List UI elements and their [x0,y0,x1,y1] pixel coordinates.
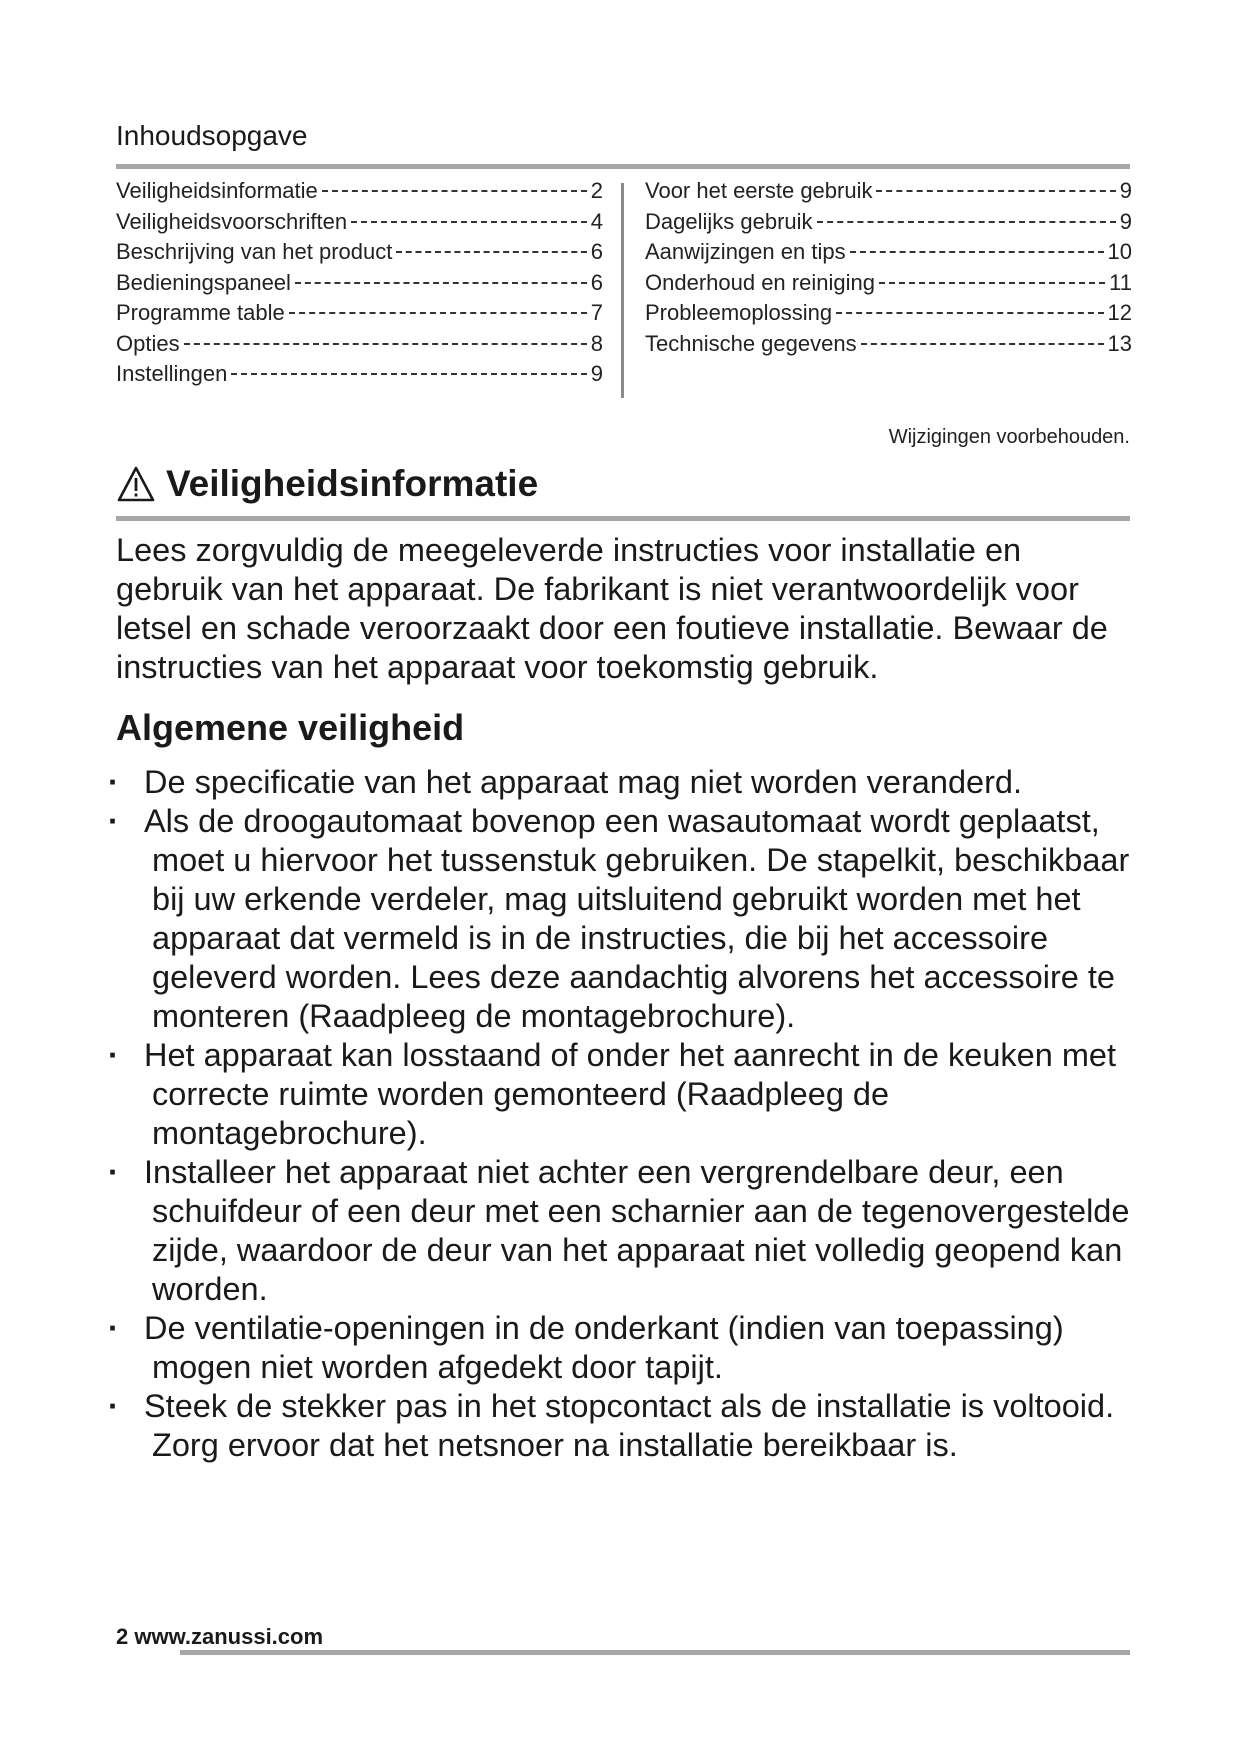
toc-leader [289,312,587,314]
toc-leader [351,221,587,223]
toc-item-page: 8 [590,330,603,356]
section-title: Veiligheidsinformatie [166,463,539,504]
toc-item[interactable] [645,178,1132,209]
toc-item-title: Programme table [116,300,285,325]
toc-item-page: 6 [590,239,603,264]
toc-leader [396,251,586,253]
intro-paragraph: Lees zorgvuldig de meegeleverde instructies voor installatie en gebruik van het apparaat. De fabrikant is niet verantwoordelijk voor letsel en schade veroorzaakt door een foutieve installatie. Bewaar de instructies van het apparaat voor toekomstig gebruik. [116,532,1108,685]
toc-item[interactable] [116,300,603,331]
toc-item-title: Veiligheidsvoorschriften [116,208,348,234]
list-item-text: Als de droogautomaat bovenop een wasautomaat wordt geplaatst, moet u hiervoor het tussenstuk gebruiken. De stapelkit, beschikbaar bij uw erkende verdeler, mag uitsluitend gebruikt worden met het apparaat dat vermeld is in de instructies, die bij het accessoire geleverd worden. Lees deze aandachtig alvorens het accessoire te monteren (Raadpleeg de montagebrochure). [144,803,1130,1034]
toc-item-title: Instellingen [116,361,228,386]
toc-leader [184,343,587,345]
toc-item-title: Voor het eerste gebruik [645,178,873,203]
list-item-text: De ventilatie-openingen in de onderkant (indien van toepassing) mogen niet worden afgedekt door tapijt. [144,1310,1064,1385]
toc-column-divider [621,183,624,398]
toc-item-page: 4 [590,208,603,234]
bullet-marker: · [108,1037,119,1073]
toc-item-title: Aanwijzingen en tips [645,239,846,264]
toc-leader [231,373,586,375]
toc-item[interactable] [116,178,603,209]
toc-item-title: Bedieningspaneel [116,269,291,295]
bullet-marker: · [108,1310,119,1346]
warning-triangle-icon [116,465,156,503]
bullet-marker: · [108,1154,119,1190]
toc-item[interactable] [116,209,603,240]
toc-item-page: 9 [1119,208,1132,234]
toc-right-column [645,178,1132,361]
toc-item[interactable] [645,209,1132,240]
list-item-text: De specificatie van het apparaat mag niet worden veranderd. [144,764,1023,800]
toc-leader [879,282,1105,284]
bullet-marker: · [108,1388,119,1424]
toc-item[interactable] [116,331,603,362]
toc-item-title: Probleemoplossing [645,300,833,325]
toc-leader [876,190,1115,192]
toc-item[interactable] [116,270,603,301]
general-safety-heading: Algemene veiligheid [116,707,465,748]
footer-rule [180,1650,1130,1655]
list-item [108,1387,1136,1465]
toc-divider-rule [116,164,1130,169]
footer-page-url: 2 www.zanussi.com [116,1624,324,1649]
toc-leader [836,312,1103,314]
toc-leader [850,251,1104,253]
toc-leader [322,190,587,192]
toc-leader [861,343,1104,345]
toc-item-page: 7 [590,300,603,325]
toc-item-page: 9 [590,361,603,386]
toc-item[interactable] [645,239,1132,270]
toc-item-title: Veiligheidsinformatie [116,178,318,203]
list-item-text: Installeer het apparaat niet achter een vergrendelbare deur, een schuifdeur of een deur met een scharnier aan de tegenovergestelde zijde, waardoor de deur van het apparaat niet volledig geopend kan worden. [144,1154,1130,1307]
toc-item[interactable] [116,361,603,392]
safety-bullet-list [108,763,1136,1465]
toc-item-page: 13 [1107,330,1132,356]
toc-item[interactable] [645,331,1132,362]
toc-item[interactable] [645,270,1132,301]
list-item-text: Het apparaat kan losstaand of onder het aanrecht in de keuken met correcte ruimte worden gemonteerd (Raadpleeg de montagebrochure). [144,1037,1117,1151]
toc-item[interactable] [645,300,1132,331]
toc-item-title: Onderhoud en reiniging [645,269,875,295]
toc-item-page: 2 [590,178,603,203]
list-item [108,763,1136,802]
toc-item[interactable] [116,239,603,270]
section-rule [116,516,1130,521]
toc-item-title: Beschrijving van het product [116,239,393,264]
list-item [108,1153,1136,1309]
toc-item-page: 9 [1119,178,1132,203]
bullet-marker: · [108,803,119,839]
toc-item-title: Opties [116,330,180,356]
toc-leader [817,221,1116,223]
toc-item-page: 6 [590,269,603,295]
section-heading [116,463,538,505]
toc-item-page: 11 [1109,269,1132,295]
toc-item-page: 10 [1107,239,1132,264]
toc-heading: Inhoudsopgave [116,120,308,151]
toc-left-column [116,178,603,392]
toc-item-title: Technische gegevens [645,330,857,356]
list-item [108,802,1136,1036]
list-item [108,1309,1136,1387]
changes-reserved-note: Wijzigingen voorbehouden. [888,426,1130,448]
bullet-marker: · [108,764,119,800]
toc-leader [295,282,587,284]
list-item [108,1036,1136,1153]
list-item-text: Steek de stekker pas in het stopcontact als de installatie is voltooid. Zorg ervoor dat het netsnoer na installatie bereikbaar is. [144,1388,1115,1463]
toc-item-title: Dagelijks gebruik [645,208,813,234]
toc-item-page: 12 [1107,300,1132,325]
